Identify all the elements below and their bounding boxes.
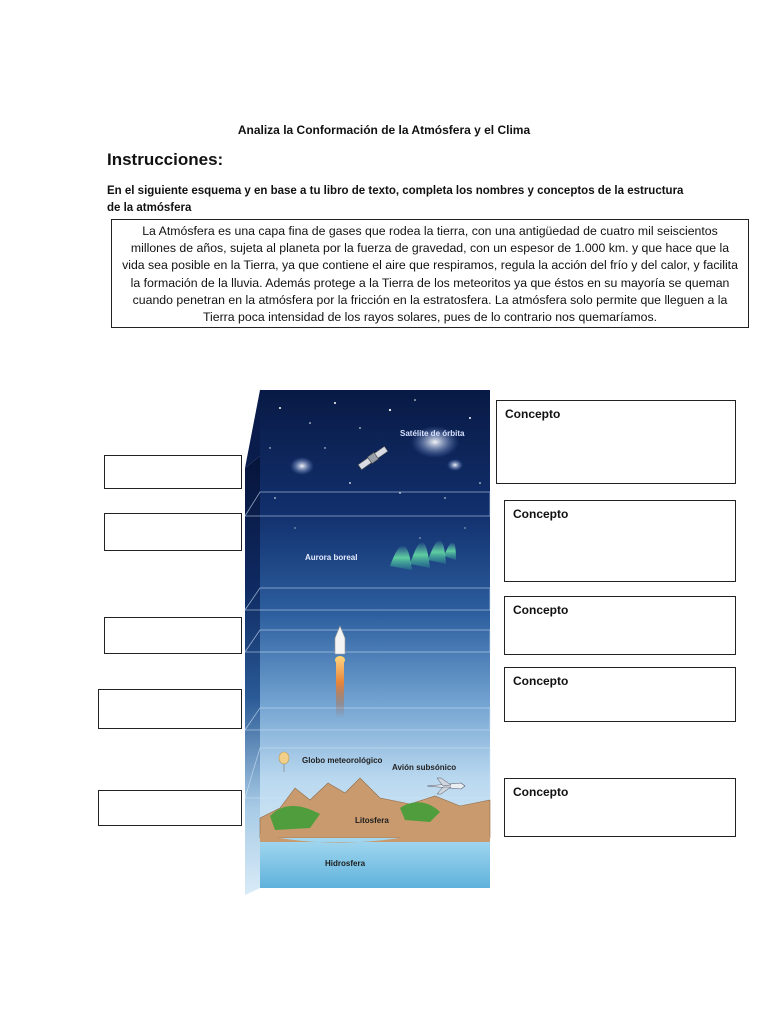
hydrosphere-water (260, 838, 490, 888)
block-side-face (245, 456, 260, 895)
atmosphere-layers-diagram (240, 388, 500, 900)
concept-box-2[interactable] (504, 500, 736, 582)
hydrosphere-label: Hidrosfera (325, 859, 366, 868)
galaxy-icon (290, 457, 314, 475)
instructions-heading: Instrucciones: (107, 150, 224, 169)
layer-name-box-2[interactable] (104, 513, 242, 551)
concept-box-5[interactable] (504, 778, 736, 837)
layer-name-box-1[interactable] (104, 455, 242, 489)
layer-name-box-4[interactable] (98, 689, 242, 729)
layer-name-box-5[interactable] (98, 790, 242, 826)
concept-label: Concepto (513, 603, 569, 617)
worksheet-title: Analiza la Conformación de la Atmósfera y el Clima (237, 123, 531, 137)
lithosphere-label: Litosfera (355, 816, 389, 825)
aurora-label: Aurora boreal (305, 553, 358, 562)
instructions-text: En el siguiente esquema y en base a tu libro de texto, completa los nombres y conceptos de la estructura de la atmósfera (107, 185, 684, 214)
concept-label: Concepto (513, 674, 569, 688)
galaxy-icon (447, 459, 463, 471)
balloon-label: Globo meteorológico (302, 756, 383, 765)
plane-label: Avión subsónico (392, 763, 457, 772)
concept-box-3[interactable] (504, 596, 736, 655)
concept-box-1[interactable] (496, 400, 736, 484)
concept-label: Concepto (505, 407, 561, 421)
concept-label: Concepto (513, 507, 569, 521)
satellite-label: Satélite de órbita (400, 429, 465, 438)
concept-box-4[interactable] (504, 667, 736, 722)
layer-name-box-3[interactable] (104, 617, 242, 654)
space-shuttle-icon (335, 626, 345, 718)
concept-label: Concepto (513, 785, 569, 799)
atmosphere-paragraph: La Atmósfera es una capa fina de gases que rodea la tierra, con una antigüedad de cuatro mil seiscientos millones de años, sujeta al planeta por la fuerza de gravedad, con un espesor de 1.000 km. y que hace que la vida sea posible en la Tierra, ya que contiene el aire que respiramos, regula la acción del frío y del calor, y facilita la formación de la lluvia. Además protege a la Tierra de los meteoritos ya que éstos en su mayoría se queman cuando penetran en la atmósfera por la fricción en la estratosfera. La atmósfera solo permite que lleguen a la Tierra poca intensidad de los rayos solares, pues de lo contrario nos quemaríamos. (111, 219, 749, 328)
